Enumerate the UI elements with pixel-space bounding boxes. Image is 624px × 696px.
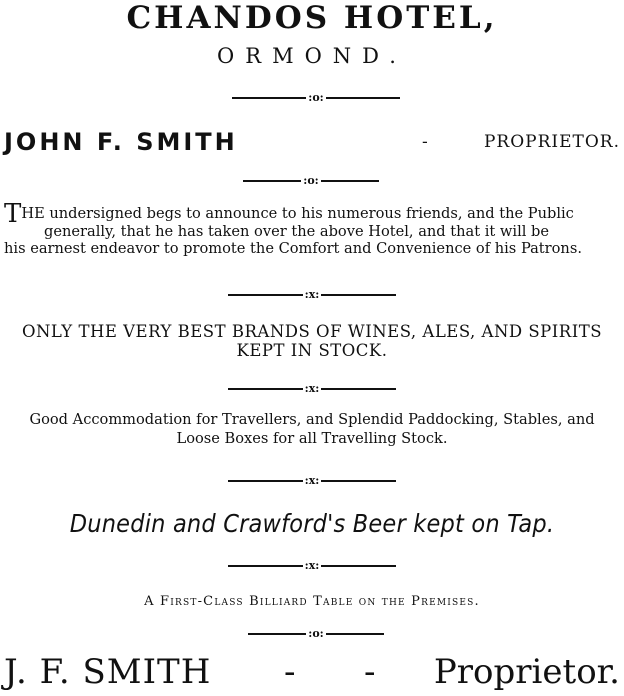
divider xyxy=(232,91,400,105)
divider-ornament: :x: xyxy=(304,559,320,572)
divider xyxy=(228,382,396,396)
divider xyxy=(248,627,384,641)
proprietor-dash: - xyxy=(422,132,428,152)
footer-dash: - xyxy=(284,652,296,692)
accommodation-line-1: Good Accommodation for Travellers, and Splendid Paddocking, Stables, and xyxy=(29,411,595,428)
announcement-line-1: HE undersigned begs to announce to his numerous friends, and the Public xyxy=(21,205,574,222)
announcement-line-2: generally, that he has taken over the above Hotel, and that it will be xyxy=(44,223,550,240)
divider xyxy=(228,474,396,488)
billiard-notice: A First-Class Billiard Table on the Premises. xyxy=(144,594,480,609)
announcement-line-3: his earnest endeavor to promote the Comfort and Convenience of his Patrons. xyxy=(4,240,582,257)
brands-line-2: KEPT IN STOCK. xyxy=(236,341,388,360)
footer-name: J. F. SMITH xyxy=(4,652,212,692)
divider-ornament: :x: xyxy=(304,382,320,395)
footer-signature xyxy=(4,652,620,696)
drop-cap: T xyxy=(4,199,22,229)
proprietor-line xyxy=(4,128,620,156)
divider-ornament: :x: xyxy=(304,288,320,301)
accommodation-line-2: Loose Boxes for all Travelling Stock. xyxy=(176,430,448,447)
divider-ornament: :x: xyxy=(304,474,320,487)
beer-notice: Dunedin and Crawford's Beer kept on Tap. xyxy=(69,509,555,538)
brands-line-1: ONLY THE VERY BEST BRANDS OF WINES, ALES, AND SPIRITS xyxy=(21,322,603,341)
divider-ornament: :o: xyxy=(308,91,324,104)
brands-notice xyxy=(0,322,624,360)
divider-ornament: :o: xyxy=(303,174,319,187)
divider xyxy=(228,559,396,573)
accommodation-notice xyxy=(0,410,624,448)
divider xyxy=(228,288,396,302)
divider xyxy=(243,174,379,188)
footer-dash: - xyxy=(364,652,376,692)
proprietor-label: PROPRIETOR. xyxy=(483,132,620,152)
proprietor-name: JOHN F. SMITH xyxy=(4,128,238,156)
hotel-name: CHANDOS HOTEL, xyxy=(126,0,498,36)
divider-ornament: :o: xyxy=(308,627,324,640)
town-name: ORMOND. xyxy=(217,44,407,68)
footer-label: Proprietor. xyxy=(433,652,620,692)
announcement-paragraph xyxy=(4,199,620,257)
